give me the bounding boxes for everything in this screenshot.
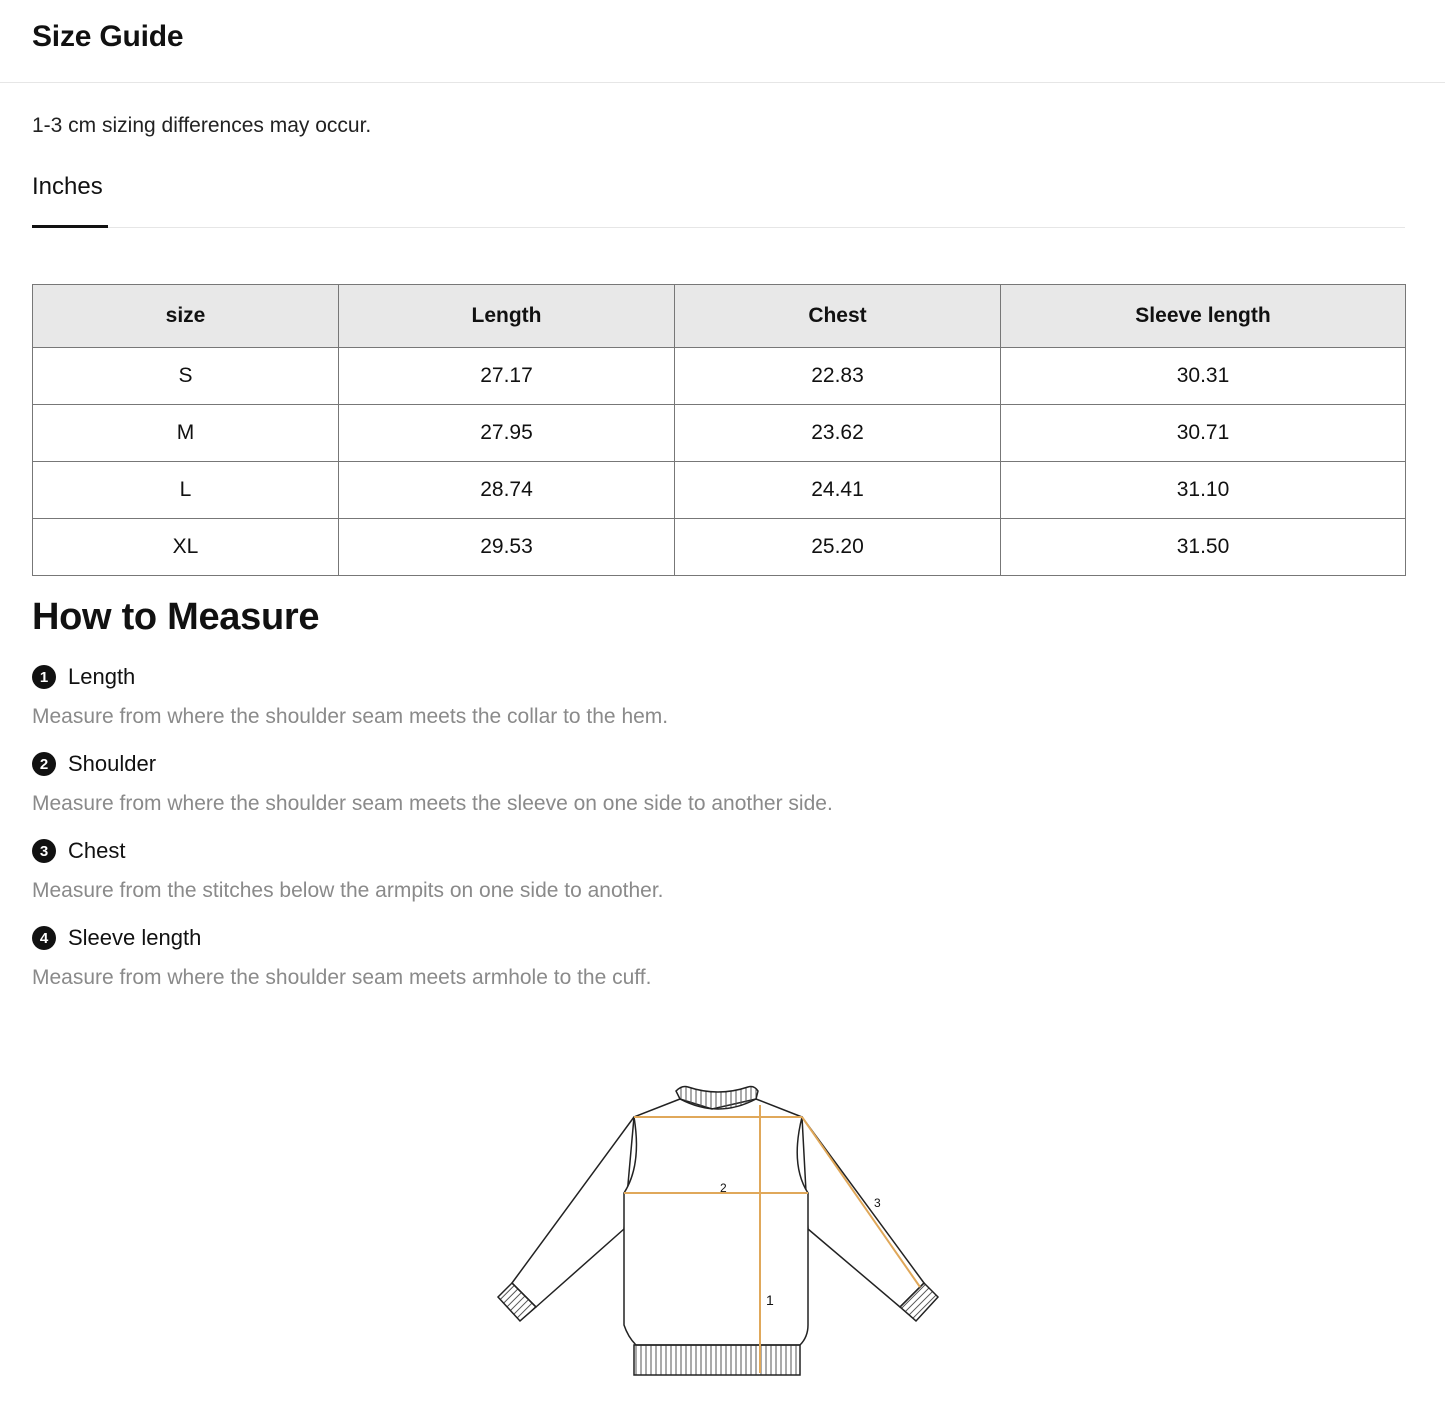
unit-tabs bbox=[32, 172, 1405, 228]
cell-length: 28.74 bbox=[339, 462, 675, 519]
cell-length: 27.17 bbox=[339, 348, 675, 405]
step-description: Measure from where the shoulder seam meets armhole to the cuff. bbox=[32, 966, 652, 989]
table-row bbox=[33, 348, 1406, 405]
cell-chest: 24.41 bbox=[675, 462, 1001, 519]
sweater-outline bbox=[512, 1099, 924, 1345]
table-row bbox=[33, 462, 1406, 519]
cell-chest: 22.83 bbox=[675, 348, 1001, 405]
step-description: Measure from the stitches below the armpits on one side to another. bbox=[32, 879, 664, 902]
step-description: Measure from where the shoulder seam meets the collar to the hem. bbox=[32, 705, 669, 728]
step-label: Chest bbox=[68, 838, 126, 863]
table-row bbox=[33, 519, 1406, 576]
cell-sleeve-length: 30.31 bbox=[1001, 348, 1406, 405]
cell-sleeve-length: 30.71 bbox=[1001, 405, 1406, 462]
measure-step-length bbox=[32, 662, 668, 729]
guide-label-3: 3 bbox=[874, 1196, 881, 1210]
measure-step-sleeve-length bbox=[32, 923, 651, 990]
cell-sleeve-length: 31.10 bbox=[1001, 462, 1406, 519]
table-row bbox=[33, 405, 1406, 462]
step-description: Measure from where the shoulder seam meets the sleeve on one side to another side. bbox=[32, 792, 833, 815]
sizing-note: 1-3 cm sizing differences may occur. bbox=[32, 114, 372, 137]
step-number-badge: 1 bbox=[32, 665, 56, 689]
cell-size: L bbox=[33, 462, 339, 519]
cell-size: XL bbox=[33, 519, 339, 576]
cell-size: S bbox=[33, 348, 339, 405]
cell-length: 29.53 bbox=[339, 519, 675, 576]
step-number-badge: 2 bbox=[32, 752, 56, 776]
hem-band bbox=[634, 1345, 800, 1375]
page-title: Size Guide bbox=[32, 20, 184, 53]
how-to-measure-title: How to Measure bbox=[32, 596, 320, 638]
step-label: Shoulder bbox=[68, 751, 157, 776]
column-header-length: Length bbox=[339, 285, 675, 348]
guide-label-2: 2 bbox=[720, 1181, 727, 1195]
step-number-badge: 4 bbox=[32, 926, 56, 950]
cell-size: M bbox=[33, 405, 339, 462]
measure-step-chest bbox=[32, 836, 664, 903]
step-label: Sleeve length bbox=[68, 925, 202, 950]
cell-chest: 25.20 bbox=[675, 519, 1001, 576]
cell-sleeve-length: 31.50 bbox=[1001, 519, 1406, 576]
active-tab-indicator bbox=[32, 225, 108, 228]
cell-length: 27.95 bbox=[339, 405, 675, 462]
step-number-badge: 3 bbox=[32, 839, 56, 863]
column-header-size: size bbox=[33, 285, 339, 348]
size-table bbox=[32, 284, 1406, 576]
guide-label-1: 1 bbox=[766, 1292, 774, 1308]
table-header-row bbox=[33, 285, 1406, 348]
sweater-measurement-diagram-icon bbox=[490, 1075, 950, 1385]
column-header-chest: Chest bbox=[675, 285, 1001, 348]
header bbox=[0, 0, 1445, 83]
column-header-sleeve-length: Sleeve length bbox=[1001, 285, 1406, 348]
tab-inches[interactable]: Inches bbox=[32, 173, 103, 200]
cell-chest: 23.62 bbox=[675, 405, 1001, 462]
measure-step-shoulder bbox=[32, 749, 833, 816]
step-label: Length bbox=[68, 664, 136, 689]
